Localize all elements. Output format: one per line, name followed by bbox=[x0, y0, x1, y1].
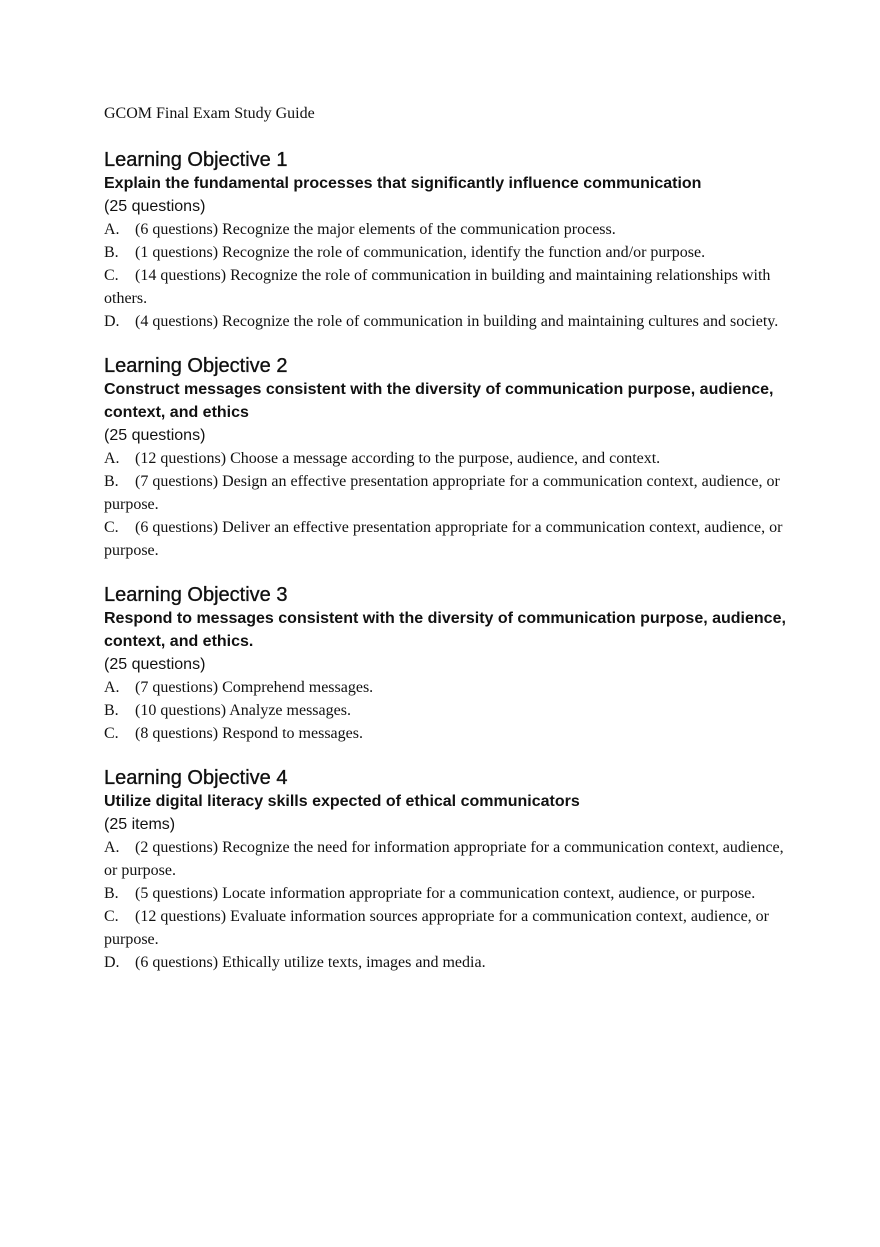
section-objective: Explain the fundamental processes that significantly influence communication bbox=[104, 175, 702, 192]
list-item-letter: B. bbox=[104, 244, 119, 261]
learning-objective-1-section bbox=[104, 148, 794, 333]
learning-objective-3-section bbox=[104, 583, 794, 745]
section-question-count: (25 questions) bbox=[104, 427, 206, 444]
list-item bbox=[104, 516, 794, 562]
list-item-letter: A. bbox=[104, 679, 120, 696]
learning-objective-4-section bbox=[104, 766, 794, 974]
list-item bbox=[104, 470, 794, 516]
list-item-text: (7 questions) Design an effective presentation appropriate for a communication context, audience, or purpose. bbox=[104, 473, 780, 513]
list-item-letter: B. bbox=[104, 885, 119, 902]
list-item-letter: D. bbox=[104, 313, 120, 330]
document-page bbox=[104, 104, 794, 995]
list-item bbox=[104, 722, 794, 745]
list-item-text: (10 questions) Analyze messages. bbox=[135, 702, 351, 719]
list-item-text: (2 questions) Recognize the need for information appropriate for a communication context, audience, or purpose. bbox=[104, 839, 784, 879]
list-item-letter: C. bbox=[104, 519, 119, 536]
section-heading: Learning Objective 4 bbox=[104, 767, 288, 789]
section-heading: Learning Objective 2 bbox=[104, 355, 288, 377]
list-item bbox=[104, 836, 794, 882]
list-item bbox=[104, 951, 794, 974]
section-question-count: (25 questions) bbox=[104, 656, 206, 673]
list-item-text: (4 questions) Recognize the role of communication in building and maintaining cultures and society. bbox=[135, 313, 779, 330]
section-objective: Respond to messages consistent with the diversity of communication purpose, audience, context, and ethics. bbox=[104, 610, 786, 650]
list-item-text: (5 questions) Locate information appropriate for a communication context, audience, or purpose. bbox=[135, 885, 756, 902]
list-item-letter: C. bbox=[104, 267, 119, 284]
section-heading: Learning Objective 3 bbox=[104, 584, 288, 606]
list-item-letter: A. bbox=[104, 839, 120, 856]
document-title: GCOM Final Exam Study Guide bbox=[104, 105, 315, 122]
list-item bbox=[104, 447, 794, 470]
list-item bbox=[104, 264, 794, 310]
list-item-letter: B. bbox=[104, 473, 119, 490]
section-item-count: (25 items) bbox=[104, 816, 176, 833]
section-objective: Construct messages consistent with the diversity of communication purpose, audience, context, and ethics bbox=[104, 381, 774, 421]
list-item-text: (12 questions) Choose a message according to the purpose, audience, and context. bbox=[135, 450, 661, 467]
list-item bbox=[104, 310, 794, 333]
list-item-text: (6 questions) Deliver an effective presentation appropriate for a communication context, audience, or purpose. bbox=[104, 519, 783, 559]
list-item-letter: B. bbox=[104, 702, 119, 719]
list-item bbox=[104, 905, 794, 951]
section-question-count: (25 questions) bbox=[104, 198, 206, 215]
section-heading: Learning Objective 1 bbox=[104, 149, 288, 171]
learning-objective-2-section bbox=[104, 354, 794, 562]
list-item-letter: C. bbox=[104, 908, 119, 925]
section-objective: Utilize digital literacy skills expected of ethical communicators bbox=[104, 793, 580, 810]
list-item-text: (14 questions) Recognize the role of communication in building and maintaining relationships with others. bbox=[104, 267, 771, 307]
list-item-text: (12 questions) Evaluate information sources appropriate for a communication context, audience, or purpose. bbox=[104, 908, 770, 948]
list-item bbox=[104, 676, 794, 699]
list-item-text: (1 questions) Recognize the role of communication, identify the function and/or purpose. bbox=[135, 244, 706, 261]
list-item bbox=[104, 882, 794, 905]
list-item bbox=[104, 218, 794, 241]
list-item bbox=[104, 699, 794, 722]
list-item bbox=[104, 241, 794, 264]
list-item-letter: D. bbox=[104, 954, 120, 971]
list-item-text: (6 questions) Recognize the major elements of the communication process. bbox=[135, 221, 616, 238]
list-item-text: (6 questions) Ethically utilize texts, images and media. bbox=[135, 954, 486, 971]
list-item-letter: A. bbox=[104, 450, 120, 467]
list-item-text: (7 questions) Comprehend messages. bbox=[135, 679, 374, 696]
list-item-letter: C. bbox=[104, 725, 119, 742]
list-item-text: (8 questions) Respond to messages. bbox=[135, 725, 363, 742]
list-item-letter: A. bbox=[104, 221, 120, 238]
